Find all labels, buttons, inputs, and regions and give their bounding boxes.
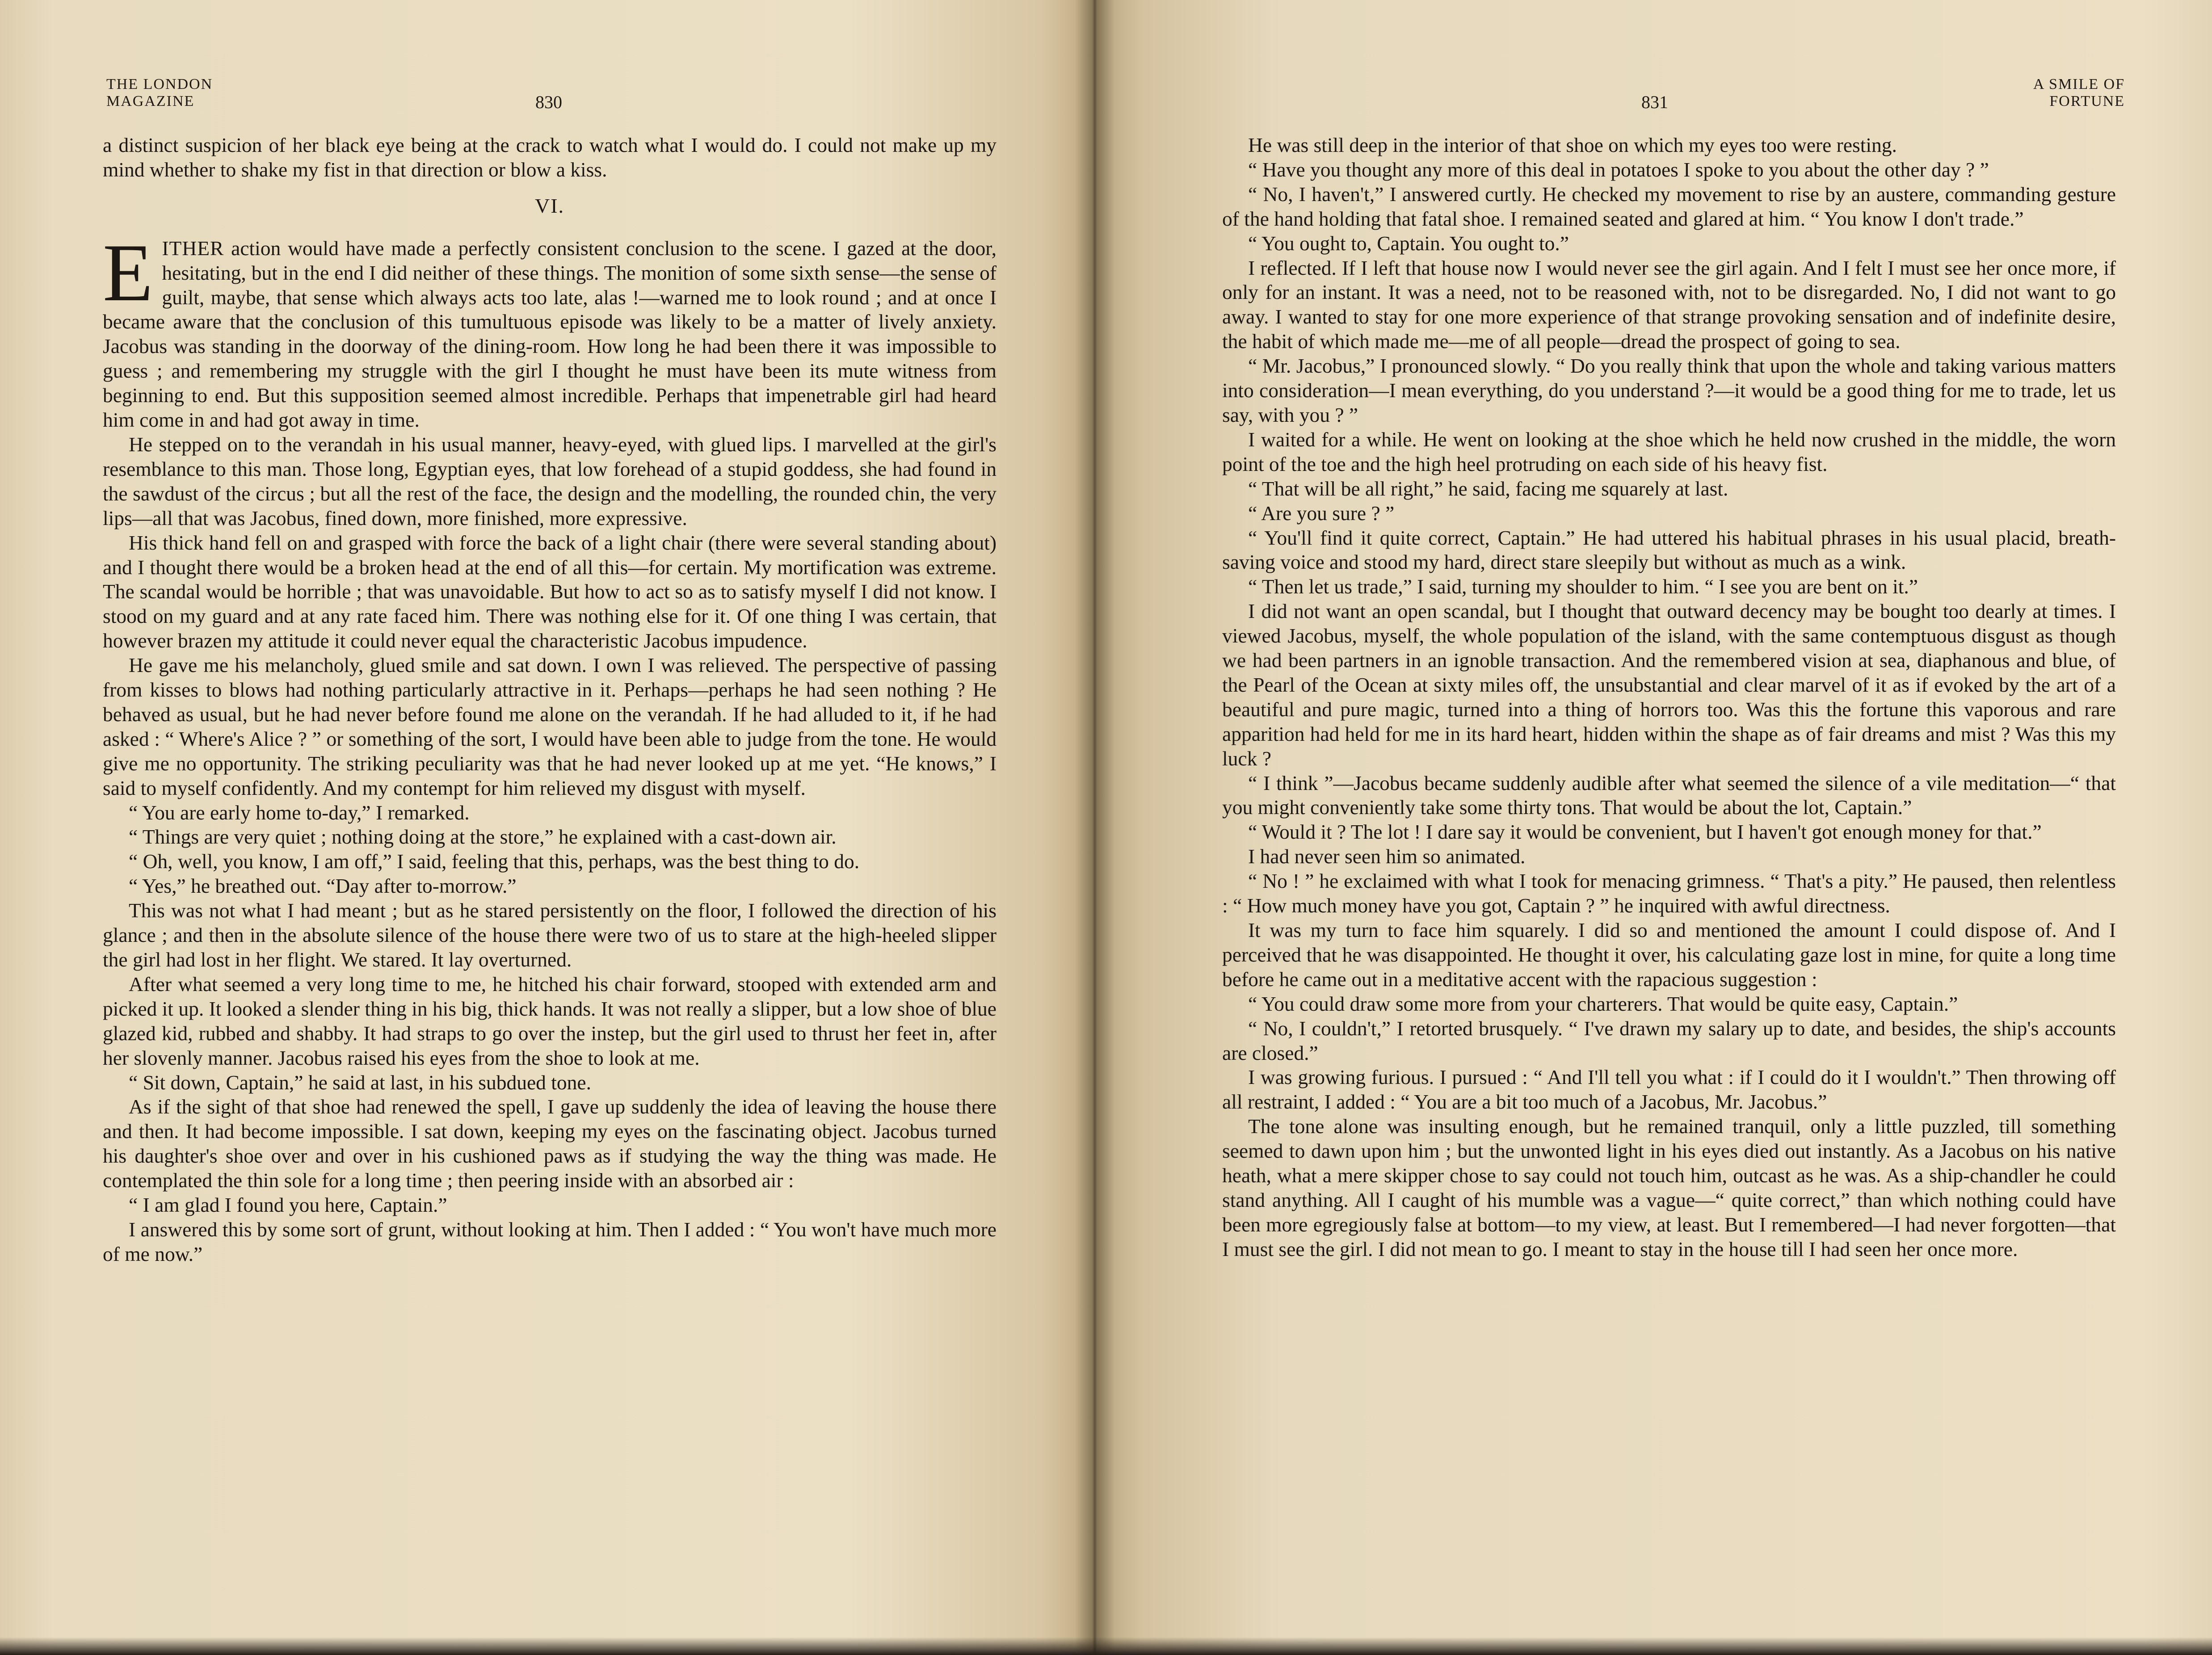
opening-paragraph: [103, 227, 997, 433]
paragraph: This was not what I had meant ; but as he stared persistently on the floor, I followed the direction of his glance ; and then in the absolute silence of the house there were two of us to stare at the high-heeled slipper the girl had lost in her flight. We stared. It lay overturned.: [103, 899, 997, 971]
paragraph: “ Sit down, Captain,” he said at last, in his subdued tone.: [129, 1071, 591, 1094]
scan-bottom-edge: [0, 1637, 2212, 1655]
right-page-body: [1222, 133, 2116, 1262]
small-caps-word: ITHER: [162, 236, 224, 260]
right-page: [1093, 0, 2212, 1655]
paragraph: “ You could draw some more from your charterers. That would be quite easy, Captain.”: [1248, 992, 1958, 1015]
paragraph: I had never seen him so animated.: [1248, 845, 1526, 868]
paragraph: As if the sight of that shoe had renewed the spell, I gave up suddenly the idea of leaving the house there and then. It had become impossible. I sat down, keeping my eyes on the fascinating object. Jacobus turned his daughter's shoe over and over in his cushioned paws as if studying the way the thing was made. He contemplated the thin sole for a long time ; then peering inside with an absorbed air :: [103, 1095, 997, 1192]
running-head-line: THE LONDON: [106, 76, 213, 92]
paragraph: “ Yes,” he breathed out. “Day after to-morrow.”: [129, 874, 517, 898]
paragraph: “ That will be all right,” he said, facing me squarely at last.: [1248, 477, 1728, 500]
paragraph: “ Have you thought any more of this deal in potatoes I spoke to you about the other day ? ”: [1248, 158, 1989, 181]
running-head-line: FORTUNE: [2049, 93, 2125, 109]
paragraph: I waited for a while. He went on looking at the shoe which he held now crushed in the middle, the worn point of the toe and the high heel protruding on each side of his heavy fist.: [1222, 428, 2116, 475]
running-head-line: MAGAZINE: [106, 93, 195, 109]
paragraph: I reflected. If I left that house now I would never see the girl again. And I felt I must see her once more, if only for an instant. It was a need, not to be reasoned with, not to be disregarded. No, I did not want to go away. I wanted to stay for one more experience of that strange provoking sensation and of indefinite desire, the habit of which made me—me of all people—dread the prospect of going to sea.: [1222, 256, 2116, 353]
paragraph: After what seemed a very long time to me, he hitched his chair forward, stooped with extended arm and picked it up. It looked a slender thing in his big, thick hands. It was not really a slipper, but a low shoe of blue glazed kid, rubbed and shabby. It had straps to go over the instep, but the girl used to thrust her feet in, after her slovenly manner. Jacobus raised his eyes from the shoe to look at me.: [103, 972, 997, 1069]
running-head-left: [106, 76, 213, 110]
paragraph: a distinct suspicion of her black eye being at the crack to watch what I would do. I could not make up my mind whether to shake my fist in that direction or blow a kiss.: [103, 134, 997, 181]
paragraph: “ No, I haven't,” I answered curtly. He checked my movement to rise by an austere, commanding gesture of the hand holding that fatal shoe. I remained seated and glared at him. “ You know I don't trade.”: [1222, 182, 2116, 230]
paragraph: “ Would it ? The lot ! I dare say it would be convenient, but I haven't got enough money for that.”: [1248, 820, 2042, 844]
paragraph: He was still deep in the interior of that shoe on which my eyes too were resting.: [1248, 134, 1897, 156]
paragraph: “ Things are very quiet ; nothing doing at the store,” he explained with a cast-down air.: [129, 825, 837, 849]
paragraph: “ I am glad I found you here, Captain.”: [129, 1193, 447, 1217]
paragraph: “ Mr. Jacobus,” I pronounced slowly. “ Do you really think that upon the whole and taking various matters into consideration—I mean everything, do you understand ?—it would be a good thing for me to trade, let us say, with you ? ”: [1222, 354, 2116, 426]
paragraph: “ No ! ” he exclaimed with what I took for menacing grimness. “ That's a pity.” He paused, then relentless : “ How much money have you got, Captain ? ” he inquired with awful directness.: [1222, 870, 2116, 917]
paragraph: It was my turn to face him squarely. I did so and mentioned the amount I could dispose of. And I perceived that he was disappointed. He thought it over, his calculating gaze lost in mine, for quite a long time before he came out in a meditative accent with the rapacious suggestion :: [1222, 919, 2116, 991]
paragraph: His thick hand fell on and grasped with force the back of a light chair (there were several standing about) and I thought there would be a broken head at the end of all this—for certain. My mortification was extreme. The scandal would be horrible ; that was unavoidable. But how to act so as to satisfy myself I did not know. I stood on my guard and at any rate faced him. There was nothing else for it. Of one thing I was certain, that however brazen my attitude it could never equal the characteristic Jacobus impudence.: [103, 531, 997, 652]
paragraph: “ Oh, well, you know, I am off,” I said, feeling that this, perhaps, was the best thing to do.: [129, 850, 860, 873]
running-head-line: A SMILE OF: [2033, 76, 2125, 92]
page-number: 830: [535, 92, 562, 112]
paragraph: “ You are early home to-day,” I remarked.: [129, 801, 470, 824]
paragraph: “ You'll find it quite correct, Captain.” He had uttered his habitual phrases in his usual placid, breath-saving voice and stood my hard, direct stare sleepily but without as much as a wink.: [1222, 526, 2116, 574]
paragraph: “ I think ”—Jacobus became suddenly audible after what seemed the silence of a vile meditation—“ that you might conveniently take some thirty tons. That would be about the lot, Captain.”: [1222, 771, 2116, 819]
paragraph: He stepped on to the verandah in his usual manner, heavy-eyed, with glued lips. I marvelled at the girl's resemblance to this man. Those long, Egyptian eyes, that low forehead of a stupid goddess, she had found in the sawdust of the circus ; but all the rest of the face, the design and the modelling, the rounded chin, the very lips—all that was Jacobus, fined down, more finished, more expressive.: [103, 433, 997, 529]
page-number: 831: [1641, 92, 1668, 112]
left-page-body: [103, 133, 997, 1267]
left-page: [0, 0, 1093, 1655]
paragraph: “ Then let us trade,” I said, turning my shoulder to him. “ I see you are bent on it.”: [1248, 575, 1918, 598]
section-numeral: VI.: [534, 194, 565, 217]
paragraph: “ You ought to, Captain. You ought to.”: [1248, 231, 1569, 255]
paragraph: I did not want an open scandal, but I thought that outward decency may be bought too dearly at times. I viewed Jacobus, myself, the whole population of the island, with the same contemptuous disgust as though we had been partners in an ignoble transaction. And the remembered vision at sea, diaphanous and blue, of the Pearl of the Ocean at sixty miles off, the unsubstantial and clear marvel of it as if evoked by the art of a beautiful and pure magic, turned into a thing of horrors too. Was this the fortune this vaporous and rare apparition had held for me in its hard heart, hidden within the shape as of fair dreams and mist ? Was this my luck ?: [1222, 600, 2116, 770]
opening-paragraph-text: action would have made a perfectly consistent conclusion to the scene. I gazed at the door, hesitating, but in the end I did neither of these things. The monition of some sixth sense—the sense of guilt, maybe, that sense which always acts too late, alas !—warned me to look round ; and at once I became aware that the conclusion of this tumultuous episode was likely to be a matter of lively anxiety. Jacobus was standing in the doorway of the dining-room. How long he had been there it was impossible to guess ; and remembering my struggle with the girl I thought he must have been its mute witness from beginning to end. But this supposition seemed almost incredible. Perhaps that impenetrable girl had heard him come in and had got away in time.: [103, 236, 997, 432]
paragraph: The tone alone was insulting enough, but he remained tranquil, only a little puzzled, till something seemed to dawn upon him ; but the unwonted light in his eyes died out instantly. As a Jacobus on his native heath, what a mere skipper chose to say could not touch him, outcast as he was. As a ship-chandler he could stand anything. All I caught of his mumble was a vague—“ quite correct,” than which nothing could have been more egregiously false at bottom—to my view, at least. But I remembered—I had never forgotten—that I must see the girl. I did not mean to go. I meant to stay in the house till I had seen her once more.: [1222, 1115, 2116, 1260]
paragraph: He gave me his melancholy, glued smile and sat down. I own I was relieved. The perspective of passing from kisses to blows had nothing particularly attractive in it. Perhaps—perhaps he had seen nothing ? He behaved as usual, but he had never before found me alone on the verandah. If he had alluded to it, if he had asked : “ Where's Alice ? ” or something of the sort, I would have been able to judge from the tone. He would give me no opportunity. The striking peculiarity was that he had never looked up at me yet. “He knows,” I said to myself confidently. And my contempt for him relieved my disgust with myself.: [103, 654, 997, 799]
paragraph: I answered this by some sort of grunt, without looking at him. Then I added : “ You won't have much more of me now.”: [103, 1218, 997, 1265]
paragraph: “ No, I couldn't,” I retorted brusquely. “ I've drawn my salary up to date, and besides, the ship's accounts are closed.”: [1222, 1017, 2116, 1064]
running-head-right: [2033, 76, 2125, 110]
drop-cap: E: [103, 227, 153, 318]
paragraph: I was growing furious. I pursued : “ And I'll tell you what : if I could do it I wouldn't.” Then throwing off all restraint, I added : “ You are a bit too much of a Jacobus, Mr. Jacobus.”: [1222, 1066, 2116, 1113]
paragraph: “ Are you sure ? ”: [1248, 501, 1395, 525]
